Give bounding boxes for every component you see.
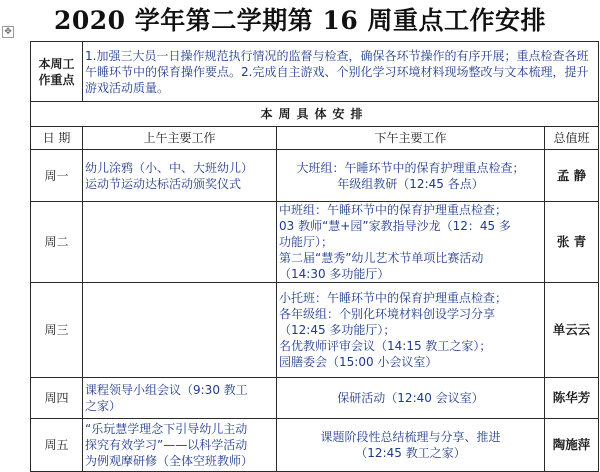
row-morning-work (83, 378, 277, 419)
afternoon-work-line: 课题阶段性总结梳理与分享、推进 (320, 430, 501, 444)
page-title: 2020 学年第二学期第 16 周重点工作安排 (54, 6, 546, 35)
afternoon-work-line: 中班组：午睡环节中的保育护理重点检查； (279, 203, 508, 217)
column-header-afternoon: 下午主要工作 (277, 127, 545, 150)
row-day: 周一 (31, 150, 83, 202)
schedule-body (31, 150, 599, 472)
row-duty-person: 张 青 (545, 202, 599, 283)
row-duty-person: 陶施萍 (545, 419, 599, 472)
table-move-handle-icon[interactable]: ✥ (2, 26, 14, 38)
row-morning-work (83, 202, 277, 283)
row-afternoon-work (277, 378, 545, 419)
schedule-row (31, 283, 599, 378)
afternoon-work-line: （12:45 多功能厅）； (279, 323, 396, 337)
row-morning-work (83, 283, 277, 378)
morning-work-line: 课程领导小组会议（9:30 教工 (85, 383, 248, 397)
row-day: 周二 (31, 202, 83, 283)
schedule-row (31, 202, 599, 283)
afternoon-work-line: （14:30 多功能厅） (279, 267, 390, 281)
row-duty-person: 孟 静 (545, 150, 599, 202)
afternoon-work-line: 保研活动（12:40 会议室） (337, 391, 484, 405)
schedule-row (31, 419, 599, 472)
key-work-label: 本周工作重点 (31, 42, 83, 102)
row-duty-person: 陈华芳 (545, 378, 599, 419)
key-work-row (31, 42, 599, 102)
afternoon-work-line: 大班组：午睡环节中的保育护理重点检查； (296, 160, 525, 175)
afternoon-work-line: （12:45 教工之家） (355, 446, 466, 460)
afternoon-work-line: 功能厅）； (279, 235, 334, 249)
key-work-text: 1.加强三大员一日操作规范执行情况的监督与检查，确保各环节操作的有序开展；重点检查各班午睡环节中的保育操作要点。2.完成自主游戏、个别化学习环境材料现场整改与文本梳理，提升游戏活动质量。 (83, 42, 599, 102)
row-afternoon-work (277, 283, 545, 378)
morning-work-line: 之家） (85, 399, 122, 413)
morning-work-line: 为例观摩研修（全体空班教师） (85, 454, 254, 468)
schedule-table (30, 41, 599, 472)
row-day: 周五 (31, 419, 83, 472)
section-title: 本周具体安排 (31, 102, 599, 127)
morning-work-line: 运动节运动达标活动颁奖仪式 (85, 176, 242, 191)
afternoon-work-line: 年级组教研（12:45 各点） (337, 176, 484, 191)
morning-work-line: “乐玩慧学理念下引导幼儿主动 (85, 422, 248, 436)
afternoon-work-line: 名优教师评审会议（14:15 教工之家）； (279, 339, 492, 353)
afternoon-work-line: 小托班：午睡环节中的保育护理重点检查； (279, 291, 508, 305)
row-afternoon-work (277, 419, 545, 472)
morning-work-line: 幼儿涂鸦（小、中、大班幼儿） (85, 160, 254, 175)
schedule-row (31, 378, 599, 419)
row-day: 周四 (31, 378, 83, 419)
row-afternoon-work (277, 150, 545, 202)
column-header-date: 日 期 (31, 127, 83, 150)
morning-work-line: 探究有效学习”——以科学活动 (85, 438, 248, 452)
row-morning-work (83, 150, 277, 202)
row-morning-work (83, 419, 277, 472)
column-header-row (31, 127, 599, 150)
schedule-row (31, 150, 599, 202)
row-afternoon-work (277, 202, 545, 283)
afternoon-work-line: 各年级组：个别化环境材料创设学习分享 (279, 307, 496, 321)
afternoon-work-line: 第二届“慧秀”幼儿艺术节单项比赛活动 (279, 251, 484, 265)
row-day: 周三 (31, 283, 83, 378)
section-title-row (31, 102, 599, 127)
row-duty-person: 单云云 (545, 283, 599, 378)
column-header-morning: 上午主要工作 (83, 127, 277, 150)
afternoon-work-line: 03 教师“慧+园”家教指导沙龙（12：45 多 (279, 219, 511, 233)
column-header-duty: 总值班 (545, 127, 599, 150)
afternoon-work-line: 园膳委会（15:00 小会议室） (279, 355, 438, 369)
